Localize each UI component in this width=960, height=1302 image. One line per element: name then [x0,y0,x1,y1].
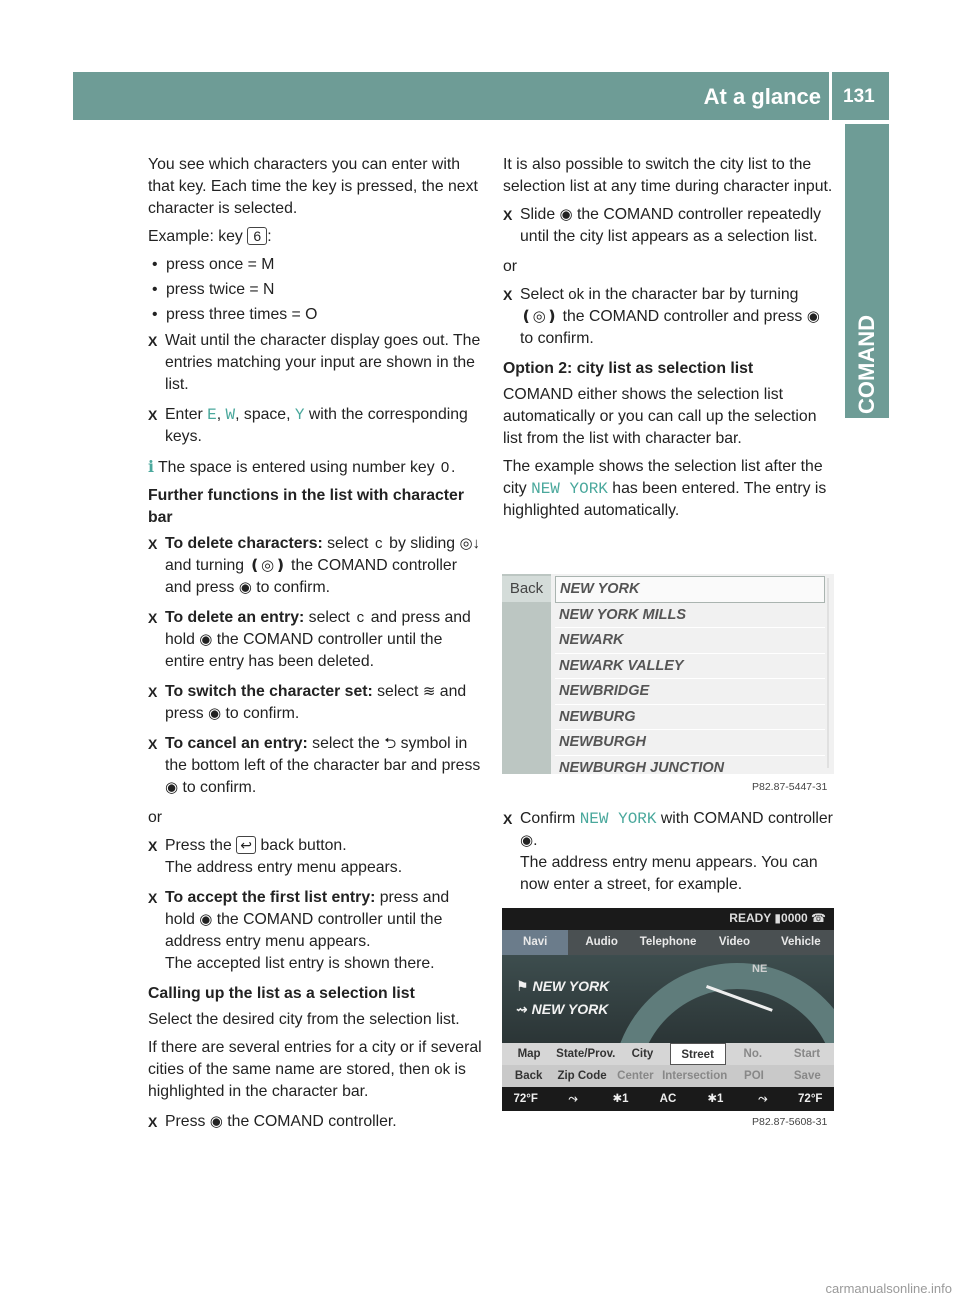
address-menu-row-1 [502,1043,834,1065]
list-item[interactable]: NEW YORK [555,576,825,603]
step-arrow-icon: X [148,1114,158,1130]
step: X To switch the character set: select ≋ and press ◉ to confirm. [148,681,482,725]
status-bar [502,908,834,930]
press-controller-icon: ◉ [199,631,213,648]
press-controller-icon: ◉ [559,206,573,223]
tab-audio[interactable]: Audio [585,936,618,948]
list-item[interactable]: NEWBURGH [555,730,825,756]
state-button[interactable]: State/Prov. [556,1048,616,1060]
flag-icon: ⚑ [516,978,533,994]
list-item[interactable]: NEWBRIDGE [555,679,825,705]
ac-button[interactable]: AC [659,1093,677,1105]
step: X Select ok in the character bar by turning ❪◎❫ the COMAND controller and press ◉ to confirm. [503,286,820,347]
street-icon: ⇝ [516,1001,532,1017]
list-item: • press three times = O [148,304,482,326]
tab-vehicle[interactable]: Vehicle [781,936,821,948]
section-heading: Option 2: city list as selection list [503,360,754,377]
main-menu-bar [502,930,834,955]
temp-left[interactable]: 72°F [513,1093,538,1105]
address-menu-row-2 [502,1065,834,1087]
page-header [73,72,889,120]
character-set-icon: ≋ [422,683,436,700]
paragraph: If there are several entries for a city or if several cities of the same name are stored, then ok is highlighted in the character bar. [148,1039,482,1100]
paragraph: Example: key 6 : [148,228,272,245]
header-divider [829,72,832,120]
right-column-lower [503,808,835,904]
step: X To delete an entry: select c and press and hold ◉ the COMAND controller until the entire entry has been deleted. [148,609,471,670]
paragraph: or [148,809,163,826]
side-tab-label: COMAND [854,315,879,414]
street-button[interactable]: Street [670,1043,726,1065]
paragraph: or [503,258,518,275]
back-button-icon: ↩ [236,836,256,854]
back-button[interactable]: Back [502,576,551,602]
address-line-2: ⇝ NEW YORK [516,1001,609,1017]
number-button[interactable]: No. [743,1048,763,1060]
ok-icon: ok [568,286,585,303]
step: X Wait until the character display goes out. The entries matching your input are shown in the list. [148,332,481,393]
slide-down-icon: ◎↓ [459,535,481,552]
delete-icon: c [356,609,365,626]
press-controller-icon: ◉ [208,705,222,722]
address-entry-screenshot [502,908,834,1111]
press-controller-icon: ◉ [238,579,252,596]
step: X Confirm NEW YORK with COMAND controller ◉. The address entry menu appears. You can now enter a street, for example. [503,810,833,893]
list-item: • press twice = N [148,279,482,301]
temp-right[interactable]: 72°F [798,1093,823,1105]
tab-telephone[interactable]: Telephone [639,936,697,948]
airflow-left-icon[interactable]: ⤳ [568,1093,578,1105]
map-area [502,955,834,1043]
status-text: READY ▮0000 ☎ [729,911,826,925]
section-heading: Calling up the list as a selection list [148,985,415,1002]
climate-bar [502,1087,834,1111]
city-button[interactable]: City [631,1048,654,1060]
zip-code-button[interactable]: Zip Code [557,1070,607,1082]
paragraph: Select the desired city from the selection list. [148,1011,460,1028]
city-selection-list-screenshot [502,574,834,774]
save-button[interactable]: Save [793,1070,821,1082]
info-note: i The space is entered using number key 0 . [148,456,482,479]
key-0-icon: 0 [440,459,450,476]
step-arrow-icon: X [148,736,158,752]
press-controller-icon: ◉ [520,832,534,849]
list-item[interactable]: NEW YORK MILLS [555,603,825,629]
paragraph: COMAND either shows the selection list automatically or you can call up the selection list from the list with character bar. [503,386,817,447]
paragraph: It is also possible to switch the city list to the selection list at any time during character input. [503,156,833,195]
start-button[interactable]: Start [793,1048,821,1060]
step-arrow-icon: X [503,207,513,223]
step-arrow-icon: X [148,838,158,854]
key-6-icon: 6 [247,227,267,245]
step-arrow-icon: X [148,333,158,349]
back-column [502,574,551,774]
left-column [148,154,482,1141]
list-item[interactable]: NEWARK [555,628,825,654]
tab-navi[interactable]: Navi [502,930,568,955]
ok-icon: ok [434,1061,451,1078]
poi-button[interactable]: POI [744,1070,764,1082]
step-arrow-icon: X [148,684,158,700]
map-button[interactable]: Map [517,1048,541,1060]
tab-video[interactable]: Video [718,936,750,948]
press-controller-icon: ◉ [199,911,213,928]
image-caption: P82.87-5447-31 [752,781,828,793]
scrollbar[interactable] [827,578,829,768]
section-heading: Further functions in the list with character bar [148,487,464,526]
press-controller-icon: ◉ [209,1113,223,1130]
image-caption: P82.87-5608-31 [752,1116,828,1128]
address-line-1: ⚑ NEW YORK [516,978,610,994]
step-arrow-icon: X [148,610,158,626]
turn-controller-icon: ❪◎❫ [248,557,287,574]
fan-left-icon[interactable]: ✱1 [612,1093,629,1105]
center-button[interactable]: Center [617,1070,654,1082]
step: X To delete characters: select c by sliding ◎↓ and turning ❪◎❫ the COMAND controller and press ◉ to confirm. [148,533,482,599]
step-arrow-icon: X [503,811,513,827]
fan-right-icon[interactable]: ✱1 [707,1093,724,1105]
step: X Enter E, W, space, Y with the corresponding keys. [148,406,468,445]
site-footer: carmanualsonline.info [825,1281,952,1296]
turn-controller-icon: ❪◎❫ [520,308,559,325]
step-arrow-icon: X [148,407,158,423]
list-item: • press once = M [148,254,482,276]
right-column [503,154,835,528]
list-item[interactable]: NEWARK VALLEY [555,654,825,680]
step: X To accept the first list entry: press and hold ◉ the COMAND controller until the address entry menu appears. The accepted list entry is shown there. [148,889,450,972]
step-arrow-icon: X [148,890,158,906]
airflow-right-icon[interactable]: ⤳ [758,1093,768,1105]
step: X Slide ◉ the COMAND controller repeatedly until the city list appears as a selection list. [503,206,822,245]
page-number: 131 [843,86,875,107]
intersection-button[interactable]: Intersection [662,1070,728,1082]
list-item[interactable]: NEWBURG [555,705,825,731]
press-controller-icon: ◉ [806,308,820,325]
city-list [555,576,825,781]
delete-icon: c [375,535,383,552]
compass-heading: NE [752,963,768,975]
info-icon: i [148,457,155,476]
back-symbol-icon: ⮌ [384,735,397,752]
step: X Press the ↩ back button. The address entry menu appears. [148,837,403,876]
step: X Press ◉ the COMAND controller. [148,1111,482,1133]
step-arrow-icon: X [148,536,158,552]
side-tab [845,124,889,418]
section-title: At a glance [703,84,821,109]
press-controller-icon: ◉ [165,779,179,796]
list-item[interactable]: NEWBURGH JUNCTION [555,756,825,782]
step: X To cancel an entry: select the ⮌ symbol in the bottom left of the character bar and press ◉ to confirm. [148,733,482,799]
paragraph: You see which characters you can enter with that key. Each time the key is pressed, the next character is selected. [148,156,478,217]
paragraph: The example shows the selection list after the city NEW YORK has been entered. The entry is highlighted automatically. [503,458,827,519]
step-arrow-icon: X [503,287,513,303]
back-button[interactable]: Back [514,1070,543,1082]
